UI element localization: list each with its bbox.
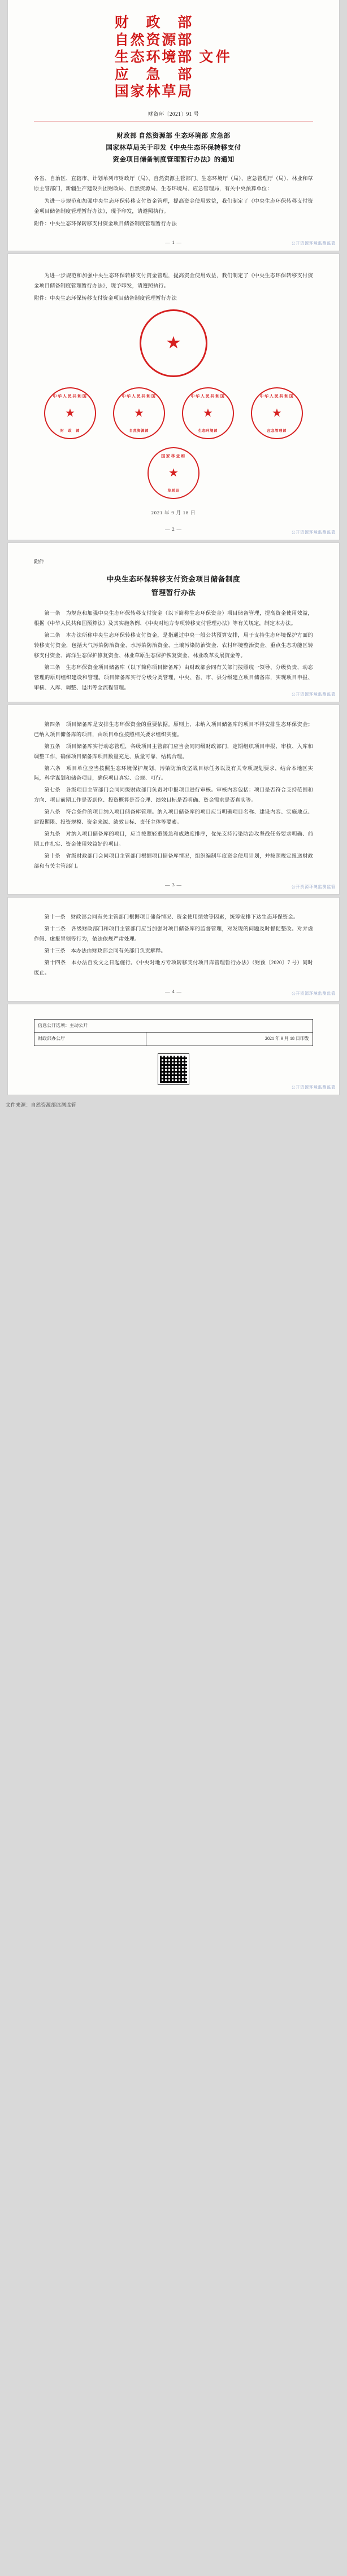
document-title-line-1: 财政部 自然资源部 生态环境部 应急部 [116, 132, 231, 139]
issuing-office: 财政部办公厅 [34, 1033, 146, 1046]
attachment-tag: 附件 [34, 558, 45, 565]
document-page-4 [8, 705, 339, 894]
article-5: 第五条 项目储备库实行动态管理，各级项目主管部门应当会同同级财政部门，定期组织项目申报、审核、入库和调整工作，确保项目储备库项目数量充足、质量可靠、结构合理。 [34, 743, 313, 759]
document-page-5 [8, 898, 339, 1001]
qr-code-icon [158, 1054, 189, 1084]
emblem-star-icon: ★ [166, 334, 181, 353]
seal-0-top: 中华人民共和国 [53, 393, 88, 399]
seal-forestry-grassland-icon [148, 447, 199, 499]
attachment-line: 附件：中央生态环保转移支付资金项目储备制度管理暂行办法 [34, 221, 177, 227]
seal-1-bottom: 自然资源部 [129, 429, 149, 433]
article-6: 第六条 项目单位应当按照生态环境保护规划、污染防治攻坚战目标任务以及有关专项规划要求，结合本地区实际，科学谋划和储备项目，确保项目真实、合规、可行。 [34, 765, 313, 781]
seal-4-bottom: 草原局 [167, 489, 180, 493]
masthead [34, 15, 313, 101]
seal-3-bottom: 应急管理部 [267, 429, 287, 433]
measures-title [34, 573, 313, 600]
document-number: 财资环〔2021〕91 号 [148, 111, 199, 117]
masthead-line-5: 国家林草局 [114, 84, 194, 99]
article-2: 第二条 本办法所称中央生态环保转移支付资金，是指通过中央一般公共预算安排，用于支持生态环境保护方面的转移支付资金，包括大气污染防治资金、水污染防治资金、土壤污染防治资金、农村环境整治资金、重点生态功能区转移支付资金、海洋生态保护修复资金、林业草原生态保护恢复资金、林业改革发展资金等。 [34, 632, 313, 659]
page-number-2: — 2 — [165, 526, 182, 532]
issue-date: 2021 年 9 月 18 日印发 [146, 1033, 313, 1046]
article-1: 第一条 为规范和加强中央生态环保转移支付资金（以下简称生态环保资金）项目储备管理，提高资金使用效益，根据《中华人民共和国预算法》及其实施条例、《中央对地方专项转移支付管理办法》等有关规定，制定本办法。 [34, 610, 313, 627]
disclosure-option: 信息公开选项：主动公开 [34, 1019, 313, 1033]
watermark-label-4: 公开资源环境监测监管 [291, 884, 336, 889]
seal-0-star-icon: ★ [65, 406, 75, 419]
measures-title-line-1: 中央生态环保转移支付资金项目储备制度 [106, 575, 241, 583]
watermark-label-5: 公开资源环境监测监管 [291, 991, 336, 996]
document-page-1 [8, 0, 339, 251]
seal-4-top: 国家林业和 [161, 453, 186, 458]
watermark-label-3: 公开资源环境监测监管 [291, 692, 336, 697]
masthead-line-3: 生态环境部 [114, 50, 194, 65]
page-number-4: — 4 — [165, 988, 182, 994]
watermark-label: 公开资源环境监测监管 [291, 240, 336, 246]
intro-paragraph: 为进一步规范和加强中央生态环保转移支付资金管理，提高资金使用效益，我们制定了《中央生态环保转移支付资金项目储备制度管理暂行办法》，现予印发，请遵照执行。 [34, 198, 313, 215]
seal-4-star-icon: ★ [168, 466, 179, 479]
article-9: 第九条 对纳入项目储备库的项目，应当按照轻重缓急和成熟度排序，优先支持污染防治攻坚战任务要求明确、前期工作扎实、资金使用效益好的项目。 [34, 831, 313, 847]
document-title-line-3: 资金项目储备制度管理暂行办法》的通知 [112, 156, 235, 164]
article-11: 第十一条 财政部会同有关主管部门根据项目储备情况、资金使用绩效等因素，统筹安排下达生态环保资金。 [44, 913, 299, 920]
article-4: 第四条 项目储备库是安排生态环保资金的重要依据。原则上，未纳入项目储备库的项目不得安排生态环保资金；已纳入项目储备库的项目，由项目单位按照相关要求组织实施。 [34, 721, 313, 737]
document-title-line-2: 国家林草局关于印发《中央生态环保转移支付 [106, 144, 241, 151]
seal-ministry-of-emergency-icon [251, 387, 303, 439]
article-7: 第七条 各级项目主管部门会同同级财政部门负责对申报项目进行审核。审核内容包括：项目是否符合支持范围和方向、项目前期工作是否到位、投资概算是否合理、绩效目标是否明确、资金需求是否真实等。 [34, 787, 313, 803]
seal-3-star-icon: ★ [272, 406, 282, 419]
page2-attachment-note: 附件：中央生态环保转移支付资金项目储备制度管理暂行办法 [34, 295, 177, 301]
seal-1-top: 中华人民共和国 [122, 393, 157, 399]
article-10: 第十条 省级财政部门会同项目主管部门根据项目储备库情况，组织编制年度资金使用计划，并按照规定报送财政部和有关主管部门。 [34, 853, 313, 869]
article-14: 第十四条 本办法自发文之日起施行。《中央对地方专项转移支付项目库管理暂行办法》（财预〔2020〕7 号）同时废止。 [34, 959, 313, 976]
table-row [34, 1019, 313, 1033]
seal-2-bottom: 生态环境部 [198, 429, 218, 433]
article-13: 第十三条 本办法由财政部会同有关部门负责解释。 [44, 947, 166, 954]
article-12: 第十二条 各级财政部门和项目主管部门应当加强对项目储备库的监督管理，对发现的问题及时督促整改。对弄虚作假、虚报冒领等行为，依法依规严肃处理。 [34, 925, 313, 942]
seal-2-top: 中华人民共和国 [190, 393, 225, 399]
document-page-2 [8, 254, 339, 540]
publication-info-table [34, 1019, 313, 1047]
document-footer-page [8, 1004, 339, 1095]
measures-title-line-2: 管理暂行办法 [151, 588, 196, 597]
seal-ministry-of-finance-icon [44, 387, 96, 439]
document-title [34, 130, 313, 167]
seal-ministry-of-natural-resources-icon [113, 387, 165, 439]
table-row [34, 1033, 313, 1046]
masthead-line-4: 应 急 部 [114, 67, 194, 82]
source-bar: 文件来源：自然资源部监测监管 [0, 1098, 347, 1114]
masthead-line-1: 财 政 部 [114, 15, 194, 30]
seal-1-star-icon: ★ [134, 406, 144, 419]
article-3: 第三条 生态环保资金项目储备库（以下简称项目储备库）由财政部会同有关部门按照统一领导、分级负责、动态管理的原则组织建设和管理。项目储备库实行分级分类管理，中央、省、市、县分级建立项目储备库，实现项目申报、审核、入库、调整、退出等全流程管理。 [34, 664, 313, 690]
page-number-1: — 1 — [165, 239, 182, 245]
seal-0-bottom: 财 政 部 [60, 429, 80, 433]
masthead-wenjian: 文件 [199, 50, 233, 65]
masthead-line-2: 自然资源部 [114, 32, 194, 48]
seal-2-star-icon: ★ [203, 406, 213, 419]
watermark-label-6: 公开资源环境监测监管 [291, 1085, 336, 1090]
document-page-3 [8, 543, 339, 702]
seal-ministry-of-ecology-icon [182, 387, 234, 439]
document-viewer[interactable] [0, 0, 347, 1114]
watermark-label-2: 公开资源环境监测监管 [291, 530, 336, 535]
page-number-3: — 3 — [165, 881, 182, 887]
national-emblem-seal-icon [140, 309, 207, 377]
page2-intro: 为进一步规范和加强中央生态环保转移支付资金管理，提高资金使用效益，我们制定了《中央生态环保转移支付资金项目储备制度管理暂行办法》，现予印发，请遵照执行。 [34, 272, 313, 288]
seal-3-top: 中华人民共和国 [259, 393, 294, 399]
recipients-paragraph: 各省、自治区、直辖市、计划单列市财政厅（局）、自然资源主管部门、生态环境厅（局）、应急管理厅（局）、林业和草原主管部门，新疆生产建设兵团财政局、自然资源局、生态环境局、应急管理局，有关中央预算单位： [34, 176, 313, 192]
seal-date: 2021 年 9 月 18 日 [151, 509, 196, 515]
article-8: 第八条 符合条件的项目纳入项目储备库管理。纳入项目储备库的项目应当明确项目名称、建设内容、实施地点、建设期限、投资规模、资金来源、绩效目标、责任主体等要素。 [34, 809, 313, 825]
seal-group [34, 387, 313, 499]
